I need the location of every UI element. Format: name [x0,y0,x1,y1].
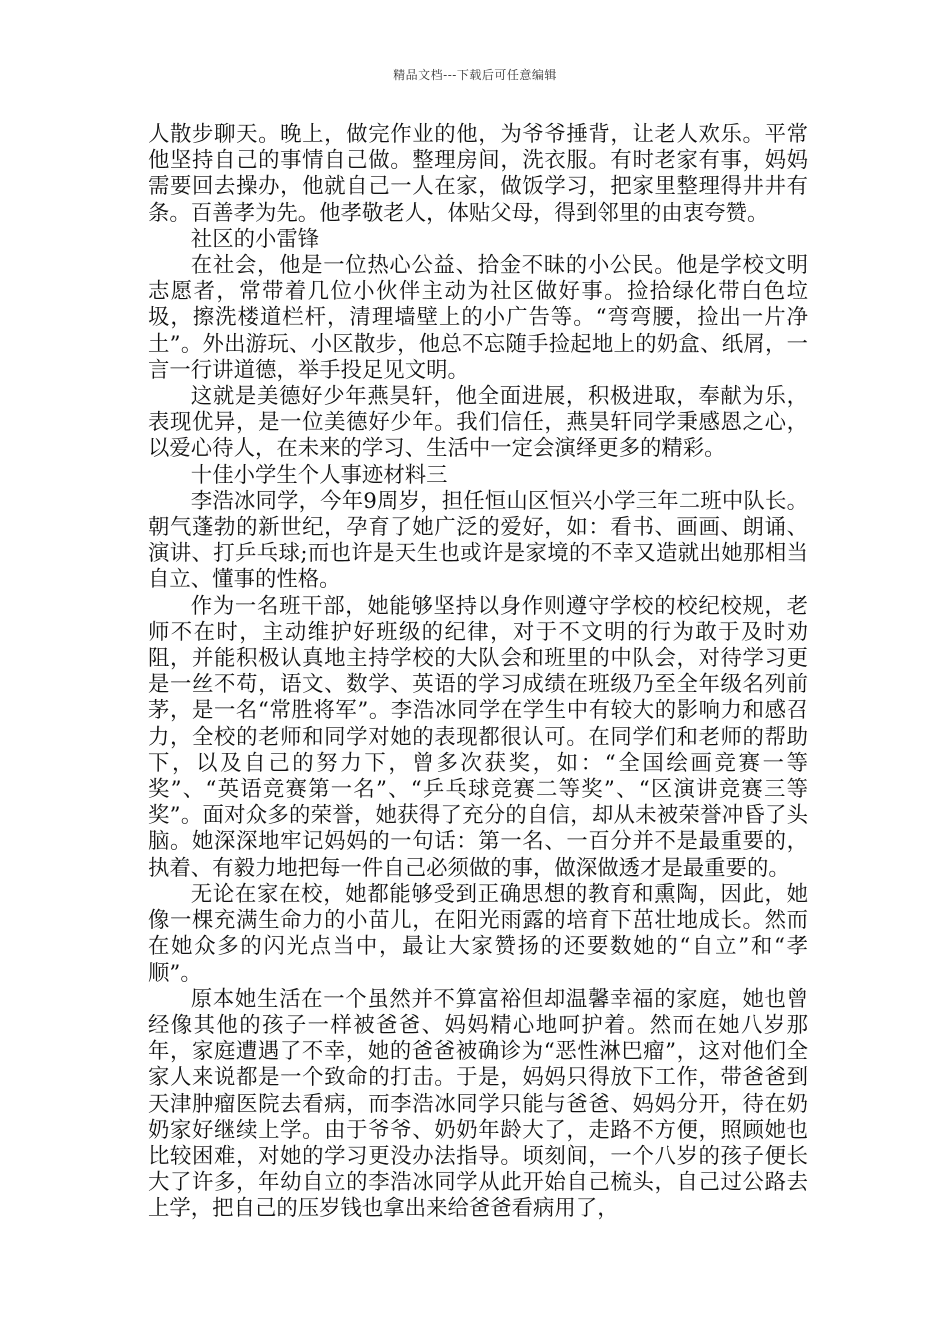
document-body [148,122,808,1223]
paragraph: 无论在家在校，她都能够受到正确思想的教育和熏陶，因此，她像一棵充满生命力的小苗儿，在阳光雨露的培育下茁壮地成长。然而在她众多的闪光点当中，最让大家赞扬的还要数她的“自立”和“孝顺”。 [148,881,808,986]
paragraph: 作为一名班干部，她能够坚持以身作则遵守学校的校纪校规，老师不在时，主动维护好班级的纪律，对于不文明的行为敢于及时劝阻，并能积极认真地主持学校的大队会和班里的中队会，对待学习更是一丝不苟，语文、数学、英语的学习成绩在班级乃至全年级名列前茅，是一名“常胜将军”。李浩冰同学在学生中有较大的影响力和感召力，全校的老师和同学对她的表现都很认可。在同学们和老师的帮助下，以及自己的努力下，曾多次获奖，如：“全国绘画竞赛一等奖”、“英语竞赛第一名”、“乒乓球竞赛二等奖”、“区演讲竞赛三等奖”。面对众多的荣誉，她获得了充分的自信，却从未被荣誉冲昏了头脑。她深深地牢记妈妈的一句话：第一名、一百分并不是最重要的，执着、有毅力地把每一件自己必须做的事，做深做透才是最重要的。 [148,593,808,881]
paragraph: 原本她生活在一个虽然并不算富裕但却温馨幸福的家庭，她也曾经像其他的孩子一样被爸爸、妈妈精心地呵护着。然而在她八岁那年，家庭遭遇了不幸，她的爸爸被确诊为“恶性淋巴瘤”，这对他们全家人来说都是一个致命的打击。于是，妈妈只得放下工作，带爸爸到天津肿瘤医院去看病，而李浩冰同学只能与爸爸、妈妈分开，待在奶奶家好继续上学。由于爷爷、奶奶年龄大了，走路不方便，照顾她也比较困难，对她的学习更没办法指导。顷刻间，一个八岁的孩子便长大了许多，年幼自立的李浩冰同学从此开始自己梳头，自己过公路去上学，把自己的压岁钱也拿出来给爸爸看病用了， [148,986,808,1222]
page-header: 精品文档---下载后可任意编辑 [393,68,557,82]
section-heading: 社区的小雷锋 [190,226,320,252]
paragraph-continuation: 人散步聊天。晚上，做完作业的他，为爷爷捶背，让老人欢乐。平常他坚持自己的事情自己做。整理房间，洗衣服。有时老家有事，妈妈需要回去操办，他就自己一人在家，做饭学习，把家里整理得井井有条。百善孝为先。他孝敬老人，体贴父母，得到邻里的由衷夸赞。 [148,122,808,226]
paragraph: 这就是美德好少年燕昊轩，他全面进展，积极进取，奉献为乐，表现优异，是一位美德好少年。我们信任，燕昊轩同学秉感恩之心，以爱心待人，在未来的学习、生活中一定会演绎更多的精彩。 [148,384,808,462]
section-heading: 十佳小学生个人事迹材料三 [190,462,448,488]
paragraph: 在社会，他是一位热心公益、拾金不昧的小公民。他是学校文明志愿者，常带着几位小伙伴主动为社区做好事。捡拾绿化带白色垃圾，擦洗楼道栏杆，清理墙壁上的小广告等。“弯弯腰，捡出一片净土”。外出游玩、小区散步，他总不忘随手捡起地上的奶盒、纸屑，一言一行讲道德，举手投足见文明。 [148,253,808,383]
paragraph: 李浩冰同学，今年9周岁，担任恒山区恒兴小学三年二班中队长。朝气蓬勃的新世纪，孕育了她广泛的爱好，如：看书、画画、朗诵、演讲、打乒乓球;而也许是天生也或许是家境的不幸又造就出她那相当自立、懂事的性格。 [148,488,808,593]
